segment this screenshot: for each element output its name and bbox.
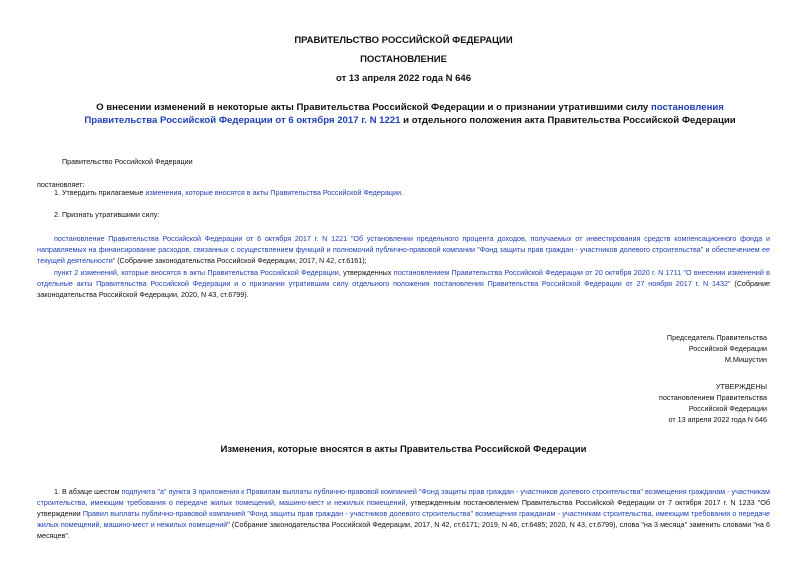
- signature-country-line: Российской Федерации: [688, 344, 767, 353]
- signature-name: М.Мишустин: [724, 355, 767, 364]
- repeal-paragraph-1-tail: (Собрание законодательства Российской Федерации, 2017, N 42, ст.6161);: [115, 256, 367, 265]
- signature-block: [560, 332, 767, 365]
- approval-block: [560, 381, 767, 425]
- title-text-1: О внесении изменений в некоторые акты Правительства Российской Федерации и о признании утратившими силу: [96, 102, 651, 113]
- repeal-paragraph-2-mid: , утвержденных: [338, 268, 394, 277]
- changes-paragraph-1: [37, 486, 770, 541]
- repeal-paragraph-2: [37, 267, 770, 300]
- doc-type-heading: ПОСТАНОВЛЕНИЕ: [360, 54, 447, 65]
- item-1-text: 1. Утвердить прилагаемые: [54, 188, 146, 197]
- title-text-2: и отдельного положения акта Правительства Российской Федерации: [400, 115, 736, 126]
- approval-heading: УТВЕРЖДЕНЫ: [715, 382, 767, 391]
- changes-p1-end: " (Собрание законодательства Российской Федерации, 2017, N 42, ст.6171; 2019, N 46, ст.6485; 2020, N 43, ст.6799), слова "на 3 месяца" заменить словами "на 6 месяцев".: [37, 520, 770, 540]
- item-2: 2. Признать утратившими силу:: [54, 210, 160, 219]
- repeal-paragraph-1: [37, 233, 770, 266]
- signature-title-line: Председатель Правительства: [666, 333, 767, 342]
- title-link[interactable]: постановления Правительства Российской Федерации от 6 октября 2017 г. N 1221: [84, 102, 724, 126]
- resolves-line: постановляет:: [37, 180, 85, 189]
- org-heading: ПРАВИТЕЛЬСТВО РОССИЙСКОЙ ФЕДЕРАЦИИ: [294, 35, 513, 46]
- changes-p1-mid: , утвержденным постановлением Правительства Российской Федерации от 7 октября 2017 г. N 1233 "Об утверждении: [37, 498, 770, 518]
- repeal-link-2b[interactable]: постановлением Правительства Российской Федерации от 20 октября 2020 г. N 1711 "О внесении изменений в отдельные акты Правительства Российской Федерации и о признании утратившим силу отдельного положения постановления Правительства Российской Федерации от 27 ноября 2017 г. N 1432": [37, 268, 770, 288]
- government-line: Правительство Российской Федерации: [62, 157, 193, 166]
- changes-p1-start: 1. В абзаце шестом: [54, 487, 122, 496]
- item-1: [54, 187, 403, 198]
- item-1-link[interactable]: изменения, которые вносятся в акты Правительства Российской Федерации: [145, 188, 401, 197]
- changes-p1-link-2[interactable]: Правил выплаты публично-правовой компанией "Фонд защиты прав граждан - участников долевого строительства" возмещения гражданам - участникам строительства, имеющим требования о передаче жилых помещений, машино-мест и нежилых помещений: [37, 509, 770, 529]
- approval-line-2: постановлением Правительства: [659, 393, 767, 402]
- doc-date-number: от 13 апреля 2022 года N 646: [336, 73, 471, 84]
- repeal-link-1[interactable]: постановление Правительства Российской Федерации от 6 октября 2017 г. N 1221 "Об установлении предельного процента доходов, получаемых от инвестирования средств компенсационного фонда и направляемых на финансирование расходов, связанных с осуществлением функций и полномочий публично-правовой компании "Фонд защиты прав граждан - участников долевого строительства" и обеспечением ее текущей деятельности": [37, 234, 770, 265]
- repeal-paragraph-2-tail: (Собрание законодательства Российской Федерации, 2020, N 43, ст.6799).: [37, 279, 770, 299]
- approval-line-4: от 13 апреля 2022 года N 646: [668, 415, 767, 424]
- approval-line-3: Российской Федерации: [688, 404, 767, 413]
- item-1-end: .: [400, 188, 403, 197]
- repeal-link-2a[interactable]: пункт 2 изменений, которые вносятся в акты Правительства Российской Федерации: [54, 268, 339, 277]
- document-title: [60, 101, 760, 127]
- changes-p1-link-1[interactable]: подпункта "а" пункта 3 приложения к Правилам выплаты публично-правовой компанией "Фонд защиты прав граждан - участников долевого строительства" возмещения гражданам - участникам строительства, имеющим требования о передаче жилых помещений, машино-мест и нежилых помещений: [37, 487, 770, 507]
- changes-heading: Изменения, которые вносятся в акты Правительства Российской Федерации: [220, 444, 587, 455]
